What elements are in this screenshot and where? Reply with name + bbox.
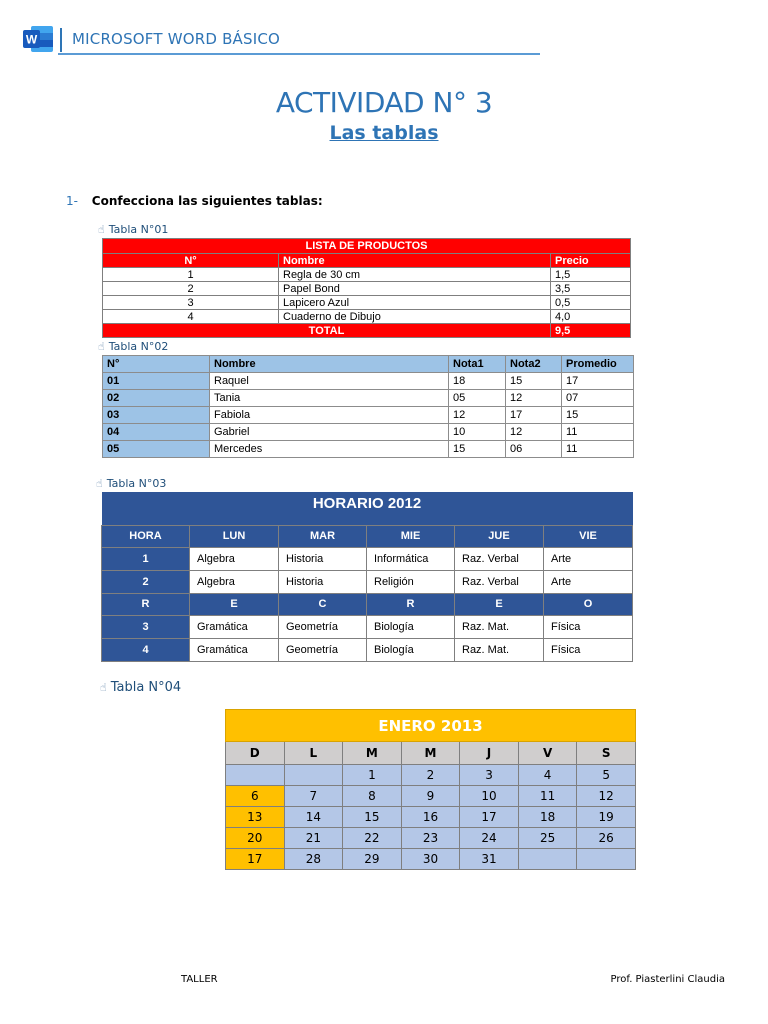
table-cell: 1 — [102, 547, 190, 570]
header-cell: Nota1 — [449, 356, 506, 373]
table-cell: 1 — [343, 765, 402, 786]
header-cell: Promedio — [562, 356, 634, 373]
table-cell: O — [544, 593, 633, 615]
table-cell: 6 — [226, 786, 285, 807]
table-cell: 8 — [343, 786, 402, 807]
header-cell: N° — [103, 356, 210, 373]
calendar-table — [225, 709, 636, 870]
table-cell: 12 — [577, 786, 636, 807]
header-cell: V — [518, 742, 577, 765]
table-row — [103, 441, 634, 458]
header-cell: Precio — [551, 254, 631, 268]
table-cell: 15 — [506, 373, 562, 390]
table4-label — [100, 680, 181, 695]
table-cell — [284, 765, 343, 786]
table-cell: 17 — [226, 849, 285, 870]
table-row — [103, 424, 634, 441]
table-row — [102, 615, 633, 638]
page-subtitle: Las tablas — [329, 122, 439, 144]
products-table — [102, 238, 631, 338]
table-cell: Biología — [367, 615, 455, 638]
table-cell: Mercedes — [210, 441, 449, 458]
table-cell: 2 — [103, 282, 279, 296]
table-row — [226, 710, 636, 742]
table-cell: Arte — [544, 570, 633, 593]
table-cell: Cuaderno de Dibujo — [279, 310, 551, 324]
table-cell: 01 — [103, 373, 210, 390]
table-cell: Algebra — [190, 547, 279, 570]
table-row — [103, 310, 631, 324]
table-header-row — [103, 356, 634, 373]
table-cell: 15 — [343, 807, 402, 828]
table-cell: 02 — [103, 390, 210, 407]
table-row — [102, 638, 633, 661]
table-cell: 31 — [460, 849, 519, 870]
table-cell: 20 — [226, 828, 285, 849]
table-cell: Raz. Verbal — [455, 570, 544, 593]
table-cell: E — [455, 593, 544, 615]
table-cell: 11 — [562, 424, 634, 441]
table-cell: 30 — [401, 849, 460, 870]
table-cell: Gramática — [190, 638, 279, 661]
header-cell: MIE — [367, 525, 455, 547]
table-cell: 7 — [284, 786, 343, 807]
table-cell: 13 — [226, 807, 285, 828]
table-row — [103, 390, 634, 407]
table-row — [226, 807, 636, 828]
table-cell: 3,5 — [551, 282, 631, 296]
table-cell: Papel Bond — [279, 282, 551, 296]
table-cell: 06 — [506, 441, 562, 458]
table-row — [226, 765, 636, 786]
table-total-row — [103, 324, 631, 338]
table-cell: 10 — [449, 424, 506, 441]
footer-right-text: Prof. Piasterlini Claudia — [610, 974, 725, 985]
table-cell: Arte — [544, 547, 633, 570]
hand-pointer-icon: ☝ — [96, 477, 103, 490]
page-title: ACTIVIDAD N° 3 — [275, 86, 493, 119]
table-cell: Tania — [210, 390, 449, 407]
table-cell: 12 — [506, 424, 562, 441]
table-cell: 17 — [460, 807, 519, 828]
table-cell: 3 — [103, 296, 279, 310]
header-title: MICROSOFT WORD BÁSICO — [72, 30, 281, 48]
table-cell: 9 — [401, 786, 460, 807]
header-cell: L — [284, 742, 343, 765]
header-cell: Nombre — [279, 254, 551, 268]
table-row — [103, 268, 631, 282]
table-row — [103, 373, 634, 390]
header-cell: S — [577, 742, 636, 765]
table4-label-text: Tabla N°04 — [110, 680, 182, 695]
table-cell: 29 — [343, 849, 402, 870]
table-cell: Raz. Verbal — [455, 547, 544, 570]
table-cell: 18 — [449, 373, 506, 390]
header-rule — [58, 53, 540, 55]
table-cell: 28 — [284, 849, 343, 870]
table-cell: Raz. Mat. — [455, 638, 544, 661]
table-cell: R — [102, 593, 190, 615]
table-cell: 17 — [562, 373, 634, 390]
total-value: 9,5 — [551, 324, 631, 338]
table-cell: Historia — [279, 570, 367, 593]
footer-left-text: TALLER — [181, 974, 218, 985]
table-cell: 2 — [102, 570, 190, 593]
table-cell: 14 — [284, 807, 343, 828]
table-cell: 19 — [577, 807, 636, 828]
table-row — [103, 407, 634, 424]
table-row — [103, 296, 631, 310]
header-cell: M — [343, 742, 402, 765]
header-cell: Nombre — [210, 356, 449, 373]
table-cell: Lapicero Azul — [279, 296, 551, 310]
header-cell: JUE — [455, 525, 544, 547]
table-cell: C — [279, 593, 367, 615]
table-cell: 26 — [577, 828, 636, 849]
table3-label-text: Tabla N°03 — [106, 477, 167, 490]
table-cell: Geometría — [279, 638, 367, 661]
table-header-row — [226, 742, 636, 765]
header-cell: J — [460, 742, 519, 765]
table-cell: Gabriel — [210, 424, 449, 441]
hand-pointer-icon: ☝ — [98, 340, 105, 353]
table-cell: Historia — [279, 547, 367, 570]
table3-label — [96, 477, 166, 490]
header-cell: VIE — [544, 525, 633, 547]
table-cell: 12 — [449, 407, 506, 424]
table-cell: 3 — [102, 615, 190, 638]
table-cell: E — [190, 593, 279, 615]
table-cell: 22 — [343, 828, 402, 849]
table-cell: 07 — [562, 390, 634, 407]
table-cell — [577, 849, 636, 870]
table-cell: Física — [544, 638, 633, 661]
table-header-row — [103, 254, 631, 268]
table-cell: 4 — [518, 765, 577, 786]
table-cell: 03 — [103, 407, 210, 424]
hand-pointer-icon: ☝ — [100, 681, 107, 694]
table-cell: 4 — [103, 310, 279, 324]
table-row — [226, 828, 636, 849]
header-cell: D — [226, 742, 285, 765]
instruction — [66, 194, 323, 208]
table-header-row — [102, 525, 633, 547]
table-cell: R — [367, 593, 455, 615]
header-cell: M — [401, 742, 460, 765]
table-cell: 3 — [460, 765, 519, 786]
table-cell: 16 — [401, 807, 460, 828]
table-cell: 24 — [460, 828, 519, 849]
header-cell: MAR — [279, 525, 367, 547]
table-cell: 2 — [401, 765, 460, 786]
schedule-table — [101, 492, 633, 662]
table2-label-text: Tabla N°02 — [108, 340, 169, 353]
table-cell: 18 — [518, 807, 577, 828]
table-title: HORARIO 2012 — [102, 492, 633, 525]
instruction-text: Confecciona las siguientes tablas: — [91, 194, 323, 208]
table-row — [226, 849, 636, 870]
header-separator — [60, 28, 62, 52]
table-cell: 12 — [506, 390, 562, 407]
table-cell: 05 — [103, 441, 210, 458]
table-title: ENERO 2013 — [226, 710, 636, 742]
instruction-number: 1- — [66, 194, 78, 208]
table-cell: 10 — [460, 786, 519, 807]
table-row — [102, 593, 633, 615]
table-cell: 0,5 — [551, 296, 631, 310]
table-title: LISTA DE PRODUCTOS — [103, 239, 631, 254]
table2-label — [98, 340, 168, 353]
table-cell: 5 — [577, 765, 636, 786]
table-cell: 4 — [102, 638, 190, 661]
table-row — [226, 786, 636, 807]
total-label: TOTAL — [103, 324, 551, 338]
table-cell: Biología — [367, 638, 455, 661]
table-row — [103, 239, 631, 254]
header-cell: LUN — [190, 525, 279, 547]
grades-table — [102, 355, 634, 458]
table-cell: 25 — [518, 828, 577, 849]
table1-label-text: Tabla N°01 — [108, 223, 169, 236]
table-cell: 15 — [449, 441, 506, 458]
table-row — [102, 570, 633, 593]
word-logo-icon — [22, 24, 54, 54]
table-row — [102, 492, 633, 525]
table-cell: Fabiola — [210, 407, 449, 424]
table-cell: 15 — [562, 407, 634, 424]
table-cell: 04 — [103, 424, 210, 441]
table-cell: Gramática — [190, 615, 279, 638]
word-logo-letter: W — [25, 32, 38, 47]
table-cell: 21 — [284, 828, 343, 849]
header-cell: HORA — [102, 525, 190, 547]
table-cell — [226, 765, 285, 786]
table-cell: Algebra — [190, 570, 279, 593]
table-row — [102, 547, 633, 570]
table-cell: Informática — [367, 547, 455, 570]
table-cell: 05 — [449, 390, 506, 407]
table-cell: 23 — [401, 828, 460, 849]
table-cell: 1 — [103, 268, 279, 282]
table-cell: 4,0 — [551, 310, 631, 324]
table-cell: 17 — [506, 407, 562, 424]
hand-pointer-icon: ☝ — [98, 223, 105, 236]
table-row — [103, 282, 631, 296]
table-cell: Religión — [367, 570, 455, 593]
table-cell: 11 — [562, 441, 634, 458]
header-cell: N° — [103, 254, 279, 268]
table-cell: 1,5 — [551, 268, 631, 282]
table-cell: Geometría — [279, 615, 367, 638]
table-cell: 11 — [518, 786, 577, 807]
header-cell: Nota2 — [506, 356, 562, 373]
table1-label — [98, 223, 168, 236]
table-cell: Física — [544, 615, 633, 638]
table-cell — [518, 849, 577, 870]
table-cell: Regla de 30 cm — [279, 268, 551, 282]
table-cell: Raz. Mat. — [455, 615, 544, 638]
table-cell: Raquel — [210, 373, 449, 390]
